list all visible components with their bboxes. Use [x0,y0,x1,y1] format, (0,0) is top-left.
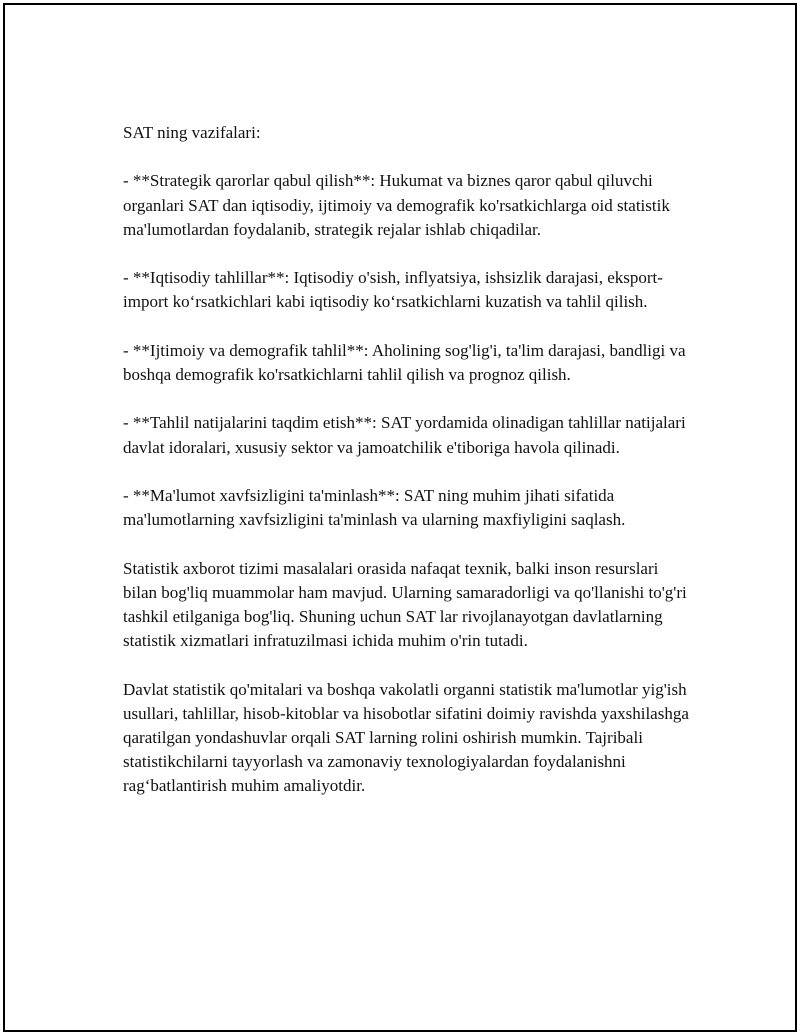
body-paragraph-challenges: Statistik axborot tizimi masalalari orasida nafaqat texnik, balki inson resurslari bilan bog'liq muammolar ham mavjud. Ularning samaradorligi va qo'llanishi to'g'ri tashkil etilganiga bog'liq. Shuning uchun SAT lar rivojlanayotgan davlatlarning statistik xizmatlari infratuzilmasi ichida muhim o'rin tutadi. [123,558,687,651]
list-item-strategic-decisions: - **Strategik qarorlar qabul qilish**: Hukumat va biznes qaror qabul qiluvchi organlari SAT dan iqtisodiy, ijtimoiy va demografik ko'rsatkichlarga oid statistik ma'lumotlardan foydalanib, strategik rejalar ishlab chiqadilar. [123,171,670,239]
list-item-social-demographic-analysis: - **Ijtimoiy va demografik tahlil**: Aholining sog'lig'i, ta'lim darajasi, bandligi va boshqa demografik ko'rsatkichlarni tahlil qilish va prognoz qilish. [123,340,686,384]
list-item-results-presentation: - **Tahlil natijalarini taqdim etish**: SAT yordamida olinadigan tahlillar natijalari davlat idoralari, xususiy sektor va jamoatchilik e'tiboriga havola qilinadi. [123,413,686,457]
document-title: SAT ning vazifalari: [123,123,261,142]
document-body [123,121,693,823]
page-frame [3,3,797,1032]
list-item-data-security: - **Ma'lumot xavfsizligini ta'minlash**: SAT ning muhim jihati sifatida ma'lumotlarning xavfsizligini ta'minlash va ularning maxfiyligini saqlash. [123,485,626,530]
body-paragraph-improvement: Davlat statistik qo'mitalari va boshqa vakolatli organni statistik ma'lumotlar yig'ish usullari, tahlillar, hisob-kitoblar va hisobotlar sifatini doimiy ravishda yaxshilashga qaratilgan yondashuvlar orqali SAT larning rolini oshirish mumkin. Tajribali statistikchilarni tayyorlash va zamonaviy texnologiyalardan foydalanishni rag‘batlantirish muhim amaliyotdir. [123,679,689,796]
list-item-economic-analysis: - **Iqtisodiy tahlillar**: Iqtisodiy o'sish, inflyatsiya, ishsizlik darajasi, eksport-import ko‘rsatkichlari kabi iqtisodiy ko‘rsatkichlarni kuzatish va tahlil qilish. [123,268,663,312]
